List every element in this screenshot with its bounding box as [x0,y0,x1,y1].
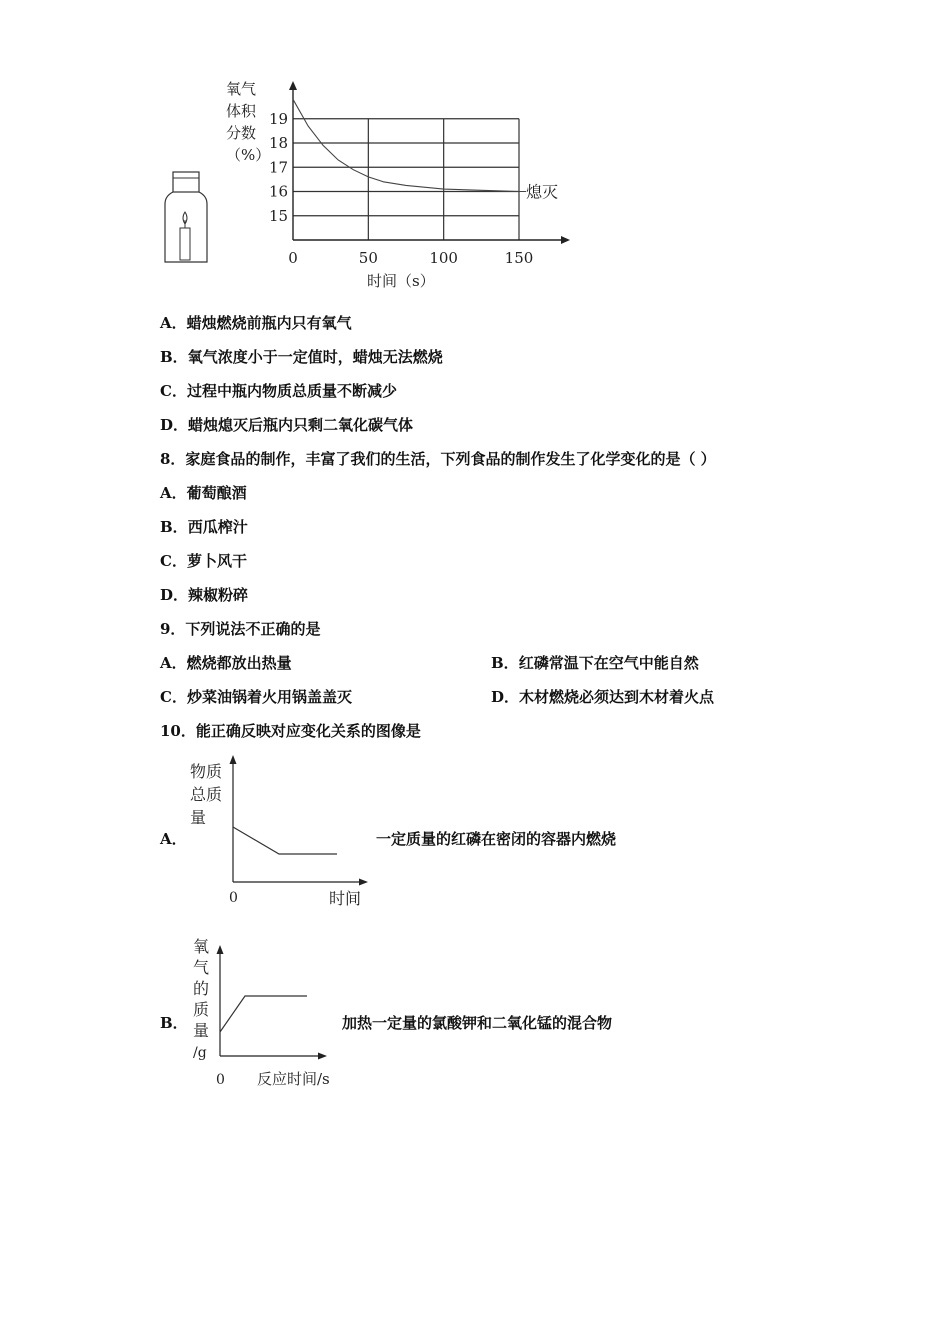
x-tick-label: 100 [429,249,458,267]
candle-bottle-illustration [160,168,212,266]
graph-b-ylabel-line: 质 [193,1000,210,1019]
graph-a-ylabel-line: 物质 [190,762,223,781]
y-label-line: 分数 [226,124,257,142]
chart-x-ticks [288,249,533,267]
graph-b-ylabel-line: 量 [193,1021,210,1040]
y-tick-label: 16 [269,182,289,201]
option-key: D． [160,416,189,434]
option-key: A． [160,484,187,502]
chart-y-ticks [269,110,288,225]
option-key: C． [160,688,187,706]
q8-option-d[interactable] [160,584,248,605]
y-tick-label: 17 [269,158,289,177]
option-key: B． [160,348,188,366]
q7-option-a[interactable] [160,312,352,333]
option-key: C． [160,552,187,570]
y-label-line: 体积 [226,102,257,120]
graph-b-xlabel: 反应时间/s [257,1070,330,1088]
option-text: 木材燃烧必须达到木材着火点 [519,688,715,706]
graph-a-origin: 0 [229,890,238,906]
q10-graph-b-desc: 加热一定量的氯酸钾和二氧化锰的混合物 [342,1014,613,1032]
graph-a-ylabel-line: 总质 [190,785,223,804]
graph-a-x-arrow [359,879,368,886]
oxygen-volume-chart [222,78,582,293]
chart-y-axis-label [226,80,270,164]
graph-a-ylabel-line: 量 [190,808,207,827]
y-tick-label: 15 [269,206,289,225]
q10-graph-a [185,752,375,912]
q7-option-b[interactable] [160,346,443,367]
q7-option-c[interactable] [160,380,397,401]
q10-graph-a-desc: 一定质量的红磷在密闭的容器内燃烧 [376,830,617,848]
graph-b-origin: 0 [216,1072,225,1088]
y-axis-arrow [289,81,297,90]
q10-stem: 10．能正确反映对应变化关系的图像是 [160,722,421,740]
q9-stem: 9．下列说法不正确的是 [160,620,321,638]
option-text: 过程中瓶内物质总质量不断减少 [186,382,397,400]
q8-stem: 8．家庭食品的制作，丰富了我们的生活，下列食品的制作发生了化学变化的是（ ） [160,450,716,468]
graph-b-x-arrow [318,1053,327,1060]
q7-option-d[interactable] [160,414,413,435]
option-key: A． [160,654,187,672]
q10-option-a-key[interactable]: A． [160,830,187,848]
option-text: 蜡烛熄灭后瓶内只剩二氧化碳气体 [188,416,414,434]
q10-option-b-key[interactable]: B． [160,1014,188,1032]
x-tick-label: 50 [358,249,378,267]
option-key: D． [491,688,520,706]
option-key: A． [160,314,187,332]
q8-option-c[interactable] [160,550,247,571]
q9-option-c[interactable] [160,686,352,707]
option-text: 氧气浓度小于一定值时，蜡烛无法燃烧 [187,348,443,366]
option-text: 葡萄酿酒 [186,484,247,502]
chart-axes [289,81,570,244]
graph-a-xlabel: 时间 [329,889,362,908]
chart-x-axis-label: 时间（s） [367,272,435,290]
graph-b-y-arrow [217,945,224,954]
option-key: B． [491,654,519,672]
option-key: B． [160,518,188,536]
chart-grid [293,119,519,240]
option-text: 燃烧都放出热量 [186,654,292,672]
q8-option-a[interactable] [160,482,247,503]
y-label-line: 氧气 [226,80,257,98]
x-axis-arrow [561,236,570,244]
chart-annotation: 熄灭 [526,182,559,202]
oxygen-curve-line [293,99,526,191]
graph-b-ylabel-line: 氧 [193,937,210,956]
graph-b-ylabel-line: 气 [193,958,210,977]
option-key: C． [160,382,187,400]
y-label-line: （%） [226,146,271,164]
q9-option-a[interactable] [160,652,292,673]
graph-a-line [233,827,337,854]
y-tick-label: 18 [269,134,289,152]
option-text: 蜡烛燃烧前瓶内只有氧气 [186,314,352,332]
option-text: 萝卜风干 [186,552,247,570]
option-text: 辣椒粉碎 [188,586,249,604]
option-text: 西瓜榨汁 [187,518,248,536]
graph-b-ylabel-line: /g [193,1045,207,1061]
option-key: D． [160,586,189,604]
graph-b-ylabel-line: 的 [193,979,210,998]
q9-option-b[interactable] [491,652,699,673]
option-text: 红磷常温下在空气中能自然 [518,654,699,672]
q10-graph-b [185,932,345,1092]
q9-option-d[interactable] [491,686,714,707]
q8-option-b[interactable] [160,516,248,537]
y-tick-label: 19 [269,109,289,128]
graph-b-line [220,996,307,1032]
graph-a-y-arrow [230,755,237,764]
option-text: 炒菜油锅着火用锅盖盖灭 [186,688,352,706]
x-tick-label: 150 [504,249,534,267]
x-tick-label: 0 [288,249,298,267]
